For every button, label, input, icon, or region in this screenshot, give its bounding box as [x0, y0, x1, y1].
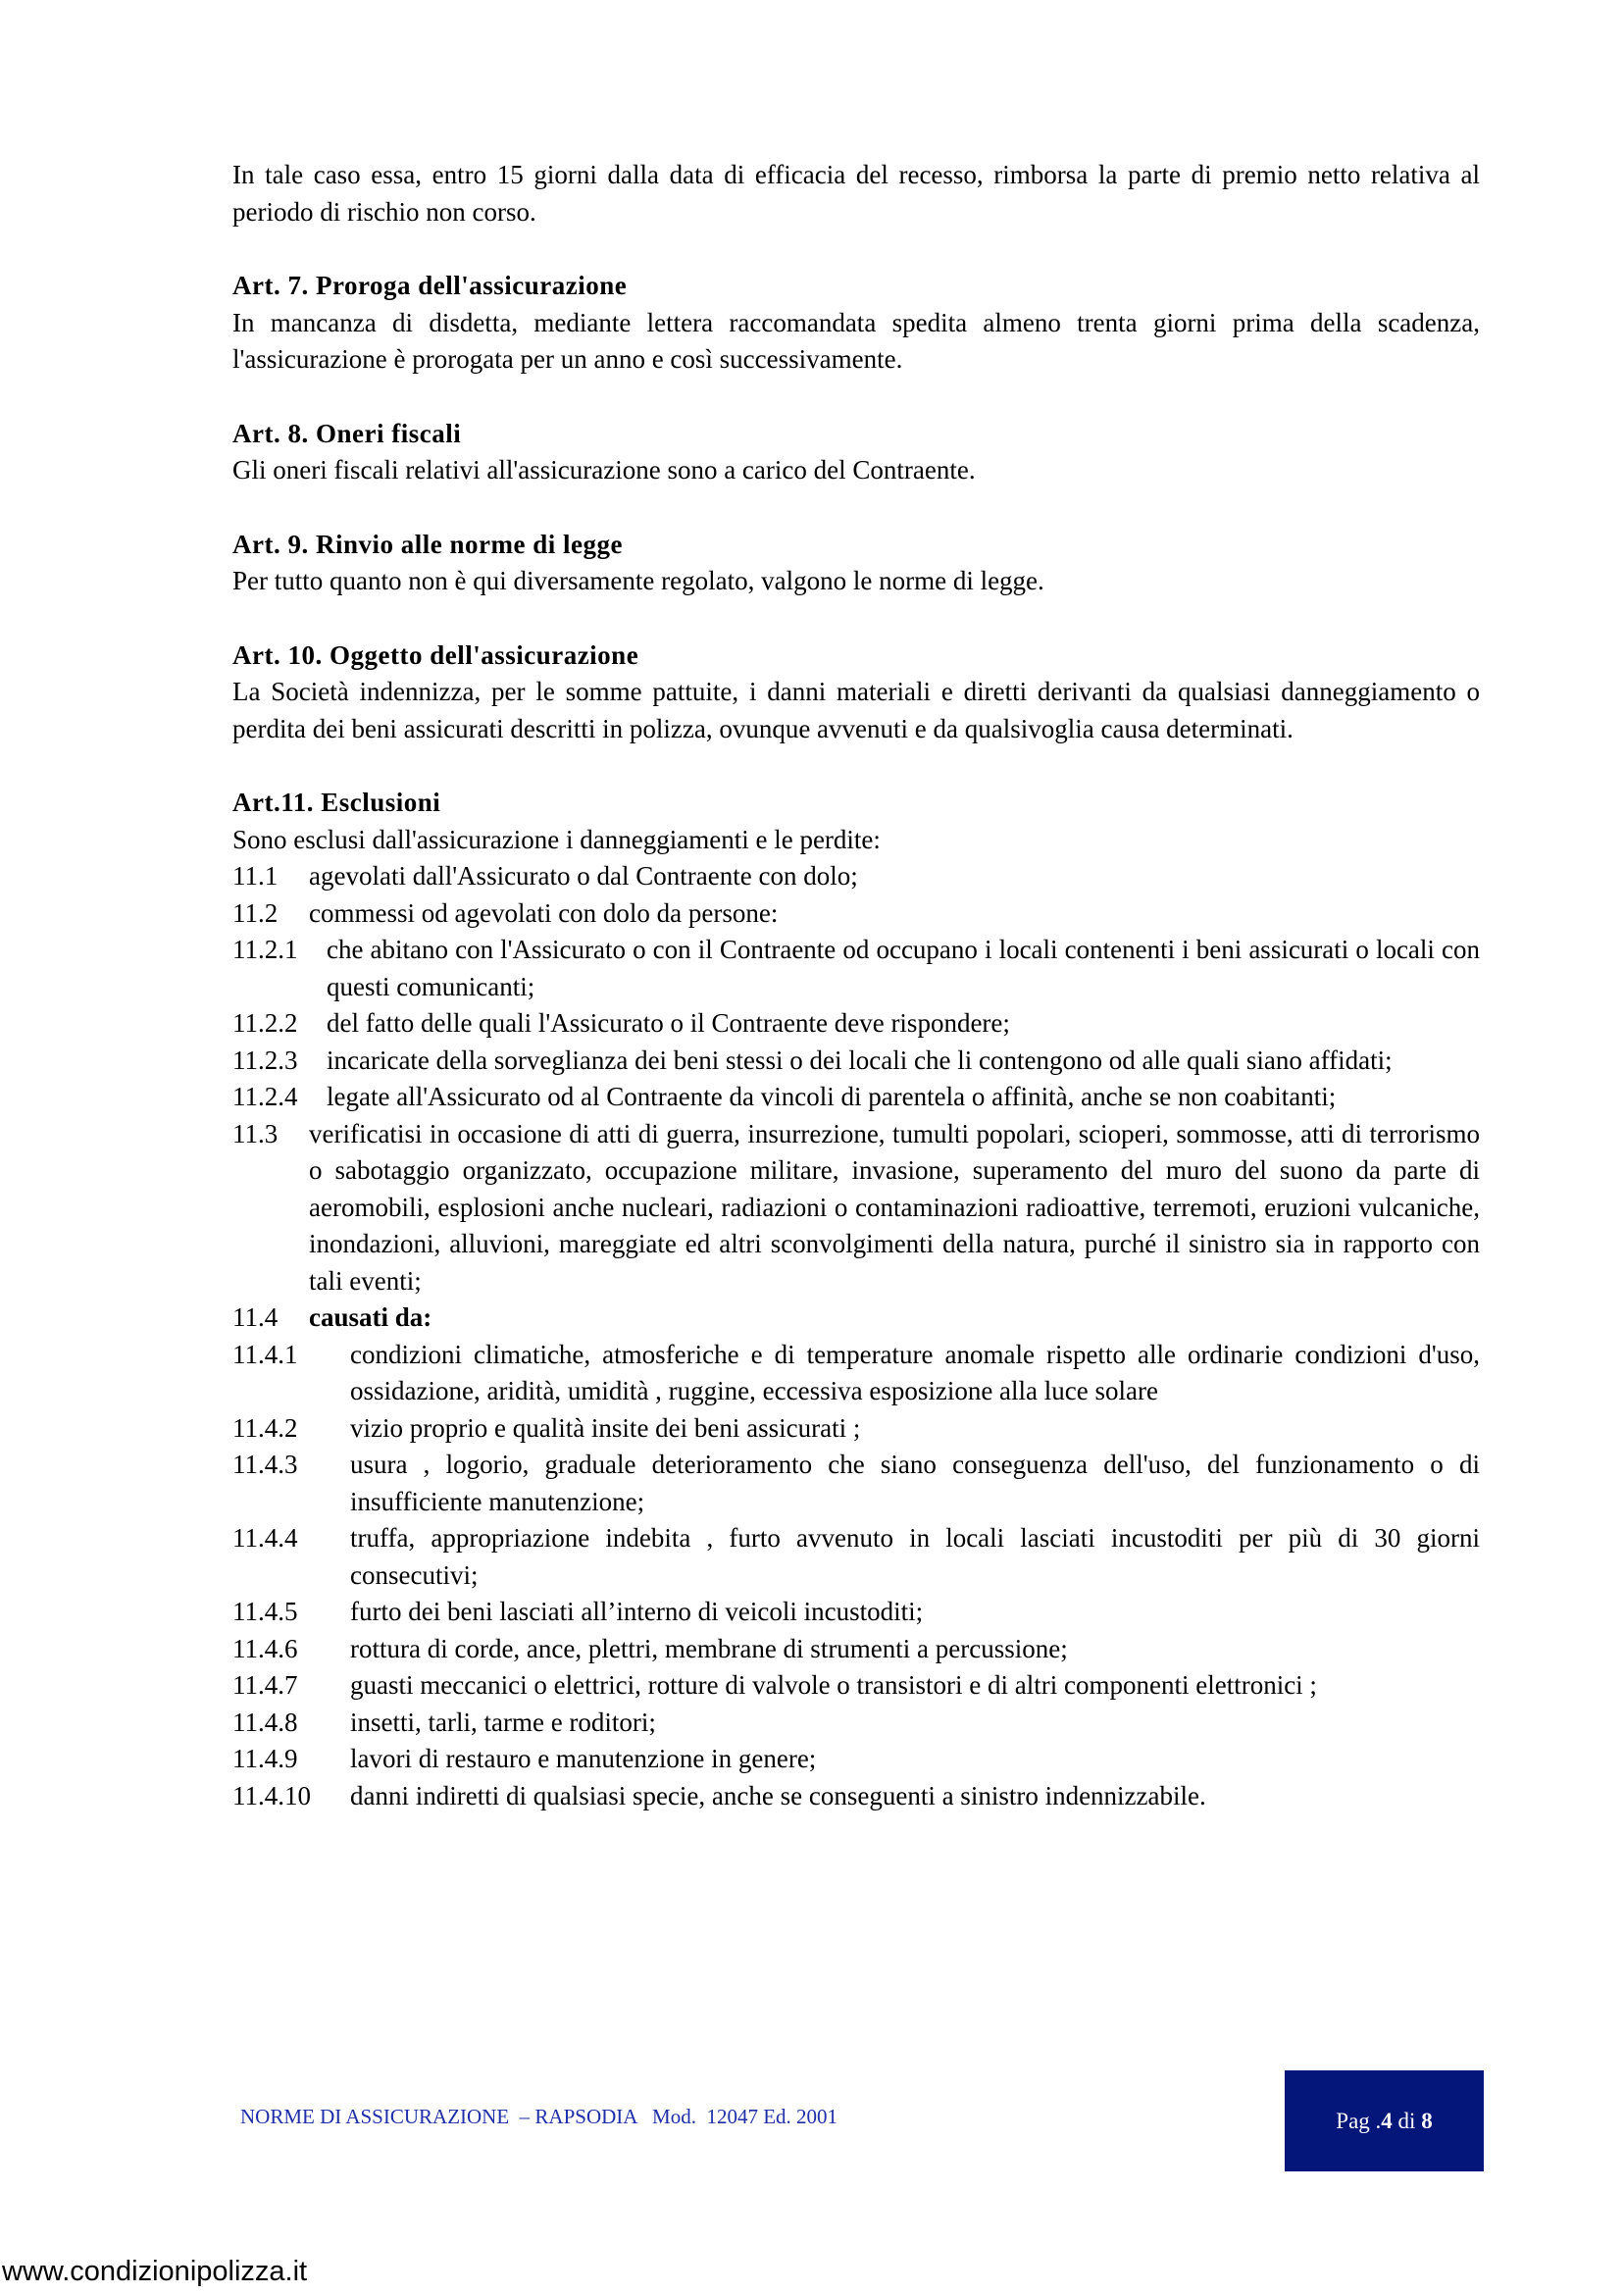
list-item — [232, 858, 1480, 895]
list-item — [232, 1005, 1480, 1043]
page-separator: di — [1392, 2108, 1422, 2133]
list-item — [232, 1705, 1480, 1742]
list-item — [232, 932, 1480, 1005]
list-item — [232, 1741, 1480, 1778]
item-number: 11.2.3 — [232, 1045, 298, 1075]
item-text: verificatisi in occasione di atti di guerra, insurrezione, tumulti popolari, scioperi, sommosse, atti di terrorismo o sabotaggio organizzato, occupazione militare, invasione, superamento del muro del suono da parte di aeromobili, esplosioni anche nucleari, radiazioni o contaminazioni radioattive, terremoti, eruzioni vulcaniche, inondazioni, alluvioni, mareggiate ed altri sconvolgimenti della natura, purché il sinistro sia in rapporto con tali eventi; — [309, 1118, 1480, 1296]
list-item — [232, 1778, 1480, 1815]
art8-body: Gli oneri fiscali relativi all'assicurazione sono a carico del Contraente. — [232, 455, 976, 484]
item-text: usura , logorio, graduale deterioramento che siano conseguenza dell'uso, del funzionamento o di insufficiente manutenzione; — [350, 1450, 1480, 1516]
item-text: guasti meccanici o elettrici, rotture di valvole o transistori e di altri componenti elettronici ; — [350, 1670, 1317, 1700]
item-text: furto dei beni lasciati all’interno di veicoli incustoditi; — [350, 1597, 924, 1626]
art7-body: In mancanza di disdetta, mediante lettera raccomandata spedita almeno trenta giorni prima della scadenza, l'assicurazione è prorogata per un anno e così successivamente. — [232, 307, 1480, 374]
item-number: 11.4.9 — [232, 1744, 298, 1773]
art10-title: Art. 10. Oggetto dell'assicurazione — [232, 639, 639, 670]
item-text: lavori di restauro e manutenzione in genere; — [350, 1744, 817, 1773]
item-number: 11.4.3 — [232, 1450, 298, 1479]
item-number: 11.4.2 — [232, 1412, 298, 1443]
item-number: 11.4.4 — [232, 1523, 298, 1553]
item-number: 11.2.4 — [232, 1082, 298, 1111]
art9-body: Per tutto quanto non è qui diversamente regolato, valgono le norme di legge. — [232, 566, 1044, 595]
item-number: 11.1 — [232, 861, 279, 891]
item-text: legate all'Assicurato od al Contraente da vincoli di parentela o affinità, anche se non coabitanti; — [327, 1082, 1337, 1111]
item-number: 11.4.1 — [232, 1339, 298, 1369]
item-number: 11.4.10 — [232, 1780, 311, 1810]
footer-text: NORME DI ASSICURAZIONE – RAPSODIA Mod. 12047 Ed. 2001 — [240, 2105, 838, 2128]
list-item — [232, 1594, 1480, 1631]
page-total: 8 — [1421, 2108, 1433, 2133]
item-number: 11.2 — [232, 897, 279, 928]
list-item — [232, 1300, 1480, 1337]
item-number: 11.4.5 — [232, 1597, 298, 1626]
list-item — [232, 1337, 1480, 1410]
item-number: 11.3 — [232, 1118, 279, 1148]
item-text: rottura di corde, ance, plettri, membrane di strumenti a percussione; — [350, 1633, 1068, 1663]
page-current: 4 — [1381, 2108, 1393, 2133]
art8-title: Art. 8. Oneri fiscali — [232, 418, 462, 448]
item-text: danni indiretti di qualsiasi specie, anche se conseguenti a sinistro indennizzabile. — [350, 1780, 1206, 1810]
item-text: condizioni climatiche, atmosferiche e di temperature anomale rispetto alle ordinarie condizioni d'uso, ossidazione, aridità, umidità , ruggine, eccessiva esposizione alla luce solare — [350, 1339, 1480, 1405]
art11-intro: Sono esclusi dall'assicurazione i danneggiamenti e le perdite: — [232, 824, 881, 854]
document-body — [232, 157, 1480, 1814]
art7-title: Art. 7. Proroga dell'assicurazione — [232, 271, 628, 300]
page-number-box — [1285, 2070, 1484, 2171]
art11-title: Art.11. Esclusioni — [232, 788, 441, 817]
item-number: 11.4.8 — [232, 1707, 298, 1737]
list-item — [232, 1667, 1480, 1705]
item-text: commessi od agevolati con dolo da persone: — [309, 897, 779, 928]
item-text: che abitano con l'Assicurato o con il Contraente od occupano i locali contenenti i beni assicurati o locali con questi comunicanti; — [327, 935, 1480, 1001]
list-item — [232, 1116, 1480, 1300]
item-number: 11.2.1 — [232, 935, 298, 964]
item-text: truffa, appropriazione indebita , furto avvenuto in locali lasciati incustoditi per più di 30 giorni consecutivi; — [350, 1523, 1480, 1590]
intro-paragraph: In tale caso essa, entro 15 giorni dalla data di efficacia del recesso, rimborsa la parte di premio netto relativa al periodo di rischio non corso. — [232, 160, 1480, 227]
item-number: 11.2.2 — [232, 1008, 298, 1038]
item-number: 11.4.6 — [232, 1633, 298, 1663]
item-text: insetti, tarli, tarme e roditori; — [350, 1707, 656, 1737]
website-watermark: www.condizionipolizza.it — [2, 2256, 308, 2287]
list-item — [232, 1520, 1480, 1594]
item-number: 11.4.7 — [232, 1670, 298, 1700]
art9-title: Art. 9. Rinvio alle norme di legge — [232, 529, 623, 559]
list-item — [232, 1043, 1480, 1080]
art10-body: La Società indennizza, per le somme pattuite, i danni materiali e diretti derivanti da qualsiasi danneggiamento o perdita dei beni assicurati descritti in polizza, ovunque avvenuti e da qualsivoglia causa determinati. — [232, 677, 1480, 743]
list-item — [232, 1410, 1480, 1448]
item-text: agevolati dall'Assicurato o dal Contraente con dolo; — [309, 861, 858, 891]
item-text: causati da: — [309, 1302, 432, 1332]
list-item — [232, 1631, 1480, 1668]
page-prefix: Pag . — [1336, 2108, 1382, 2133]
list-item — [232, 1447, 1480, 1520]
item-number: 11.4 — [232, 1302, 279, 1332]
list-item — [232, 895, 1480, 933]
item-text: vizio proprio e qualità insite dei beni assicurati ; — [350, 1412, 861, 1443]
item-text: del fatto delle quali l'Assicurato o il Contraente deve rispondere; — [327, 1008, 1010, 1038]
item-text: incaricate della sorveglianza dei beni stessi o dei locali che li contengono od alle quali siano affidati; — [327, 1045, 1393, 1075]
list-item — [232, 1079, 1480, 1116]
